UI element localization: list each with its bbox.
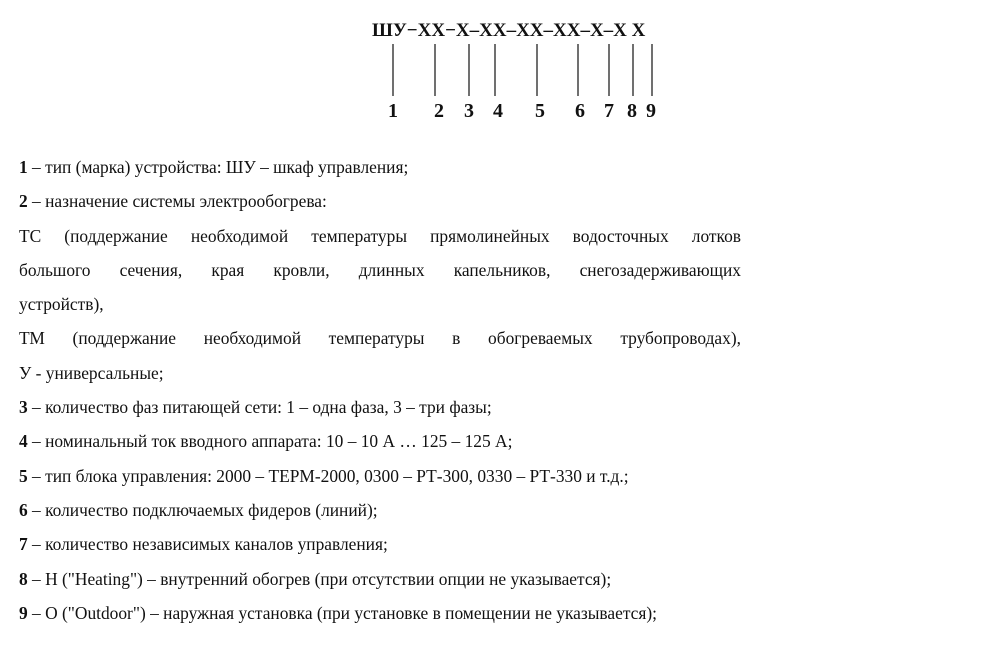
legend-item-text: ТМ (поддержание необходимой температуры в обогреваемых трубопроводах), <box>19 328 741 349</box>
designation-code: ШУ−ХХ−Х–ХХ–ХХ–ХХ–Х–Х Х <box>372 20 646 41</box>
position-label-6: 6 <box>575 100 585 122</box>
legend-item-text: – количество подключаемых фидеров (линий); <box>27 499 378 520</box>
legend-item <box>19 321 741 355</box>
legend-item-text: устройств), <box>19 294 104 315</box>
legend-item-number: 9 <box>19 602 28 623</box>
legend-item <box>19 424 741 458</box>
legend-item-text: У - универсальные; <box>19 362 164 383</box>
legend-item-number: 6 <box>19 499 28 520</box>
legend-item <box>19 253 741 287</box>
legend-item-text: – номинальный ток вводного аппарата: 10 – 10 А … 125 – 125 А; <box>27 431 513 452</box>
code-diagram <box>0 0 1000 130</box>
legend-item <box>19 150 741 184</box>
legend-item <box>19 459 741 493</box>
legend-item-number: 7 <box>19 534 28 555</box>
position-label-1: 1 <box>388 100 398 122</box>
legend-item-text: ТС (поддержание необходимой температуры прямолинейных водосточных лотков <box>19 225 741 246</box>
position-label-2: 2 <box>434 100 444 122</box>
legend-item-number: 4 <box>19 431 28 452</box>
position-label-4: 4 <box>493 100 503 122</box>
legend <box>19 150 741 630</box>
position-label-9: 9 <box>646 100 656 122</box>
legend-item <box>19 596 741 630</box>
legend-item-number: 8 <box>19 568 28 589</box>
legend-item <box>19 562 741 596</box>
legend-item <box>19 527 741 561</box>
legend-item-number: 5 <box>19 465 28 486</box>
legend-item-text: – количество независимых каналов управления; <box>27 534 388 555</box>
position-label-3: 3 <box>464 100 474 122</box>
legend-item-text: – назначение системы электрообогрева: <box>27 191 327 212</box>
legend-item <box>19 493 741 527</box>
legend-item-text: большого сечения, края кровли, длинных капельников, снегозадерживающих <box>19 259 741 280</box>
legend-item-number: 1 <box>19 157 28 177</box>
position-label-7: 7 <box>604 100 614 122</box>
legend-item <box>19 184 741 218</box>
legend-item <box>19 390 741 424</box>
legend-item-text: – тип блока управления: 2000 – ТЕРМ-2000, 0300 – РТ-300, 0330 – РТ-330 и т.д.; <box>27 465 629 486</box>
legend-item <box>19 219 741 253</box>
legend-item <box>19 287 741 321</box>
legend-item <box>19 356 741 390</box>
legend-item-text: – количество фаз питающей сети: 1 – одна фаза, 3 – три фазы; <box>27 397 492 418</box>
legend-item-text: – О ("Outdoor") – наружная установка (при установке в помещении не указывается); <box>27 602 658 623</box>
legend-item-text: – Н ("Heating") – внутренний обогрев (при отсутствии опции не указывается); <box>27 568 612 589</box>
legend-item-text: – тип (марка) устройства: ШУ – шкаф управления; <box>27 157 409 177</box>
legend-item-number: 3 <box>19 397 28 418</box>
legend-item-number: 2 <box>19 191 28 212</box>
position-label-8: 8 <box>627 100 637 122</box>
position-label-5: 5 <box>535 100 545 122</box>
